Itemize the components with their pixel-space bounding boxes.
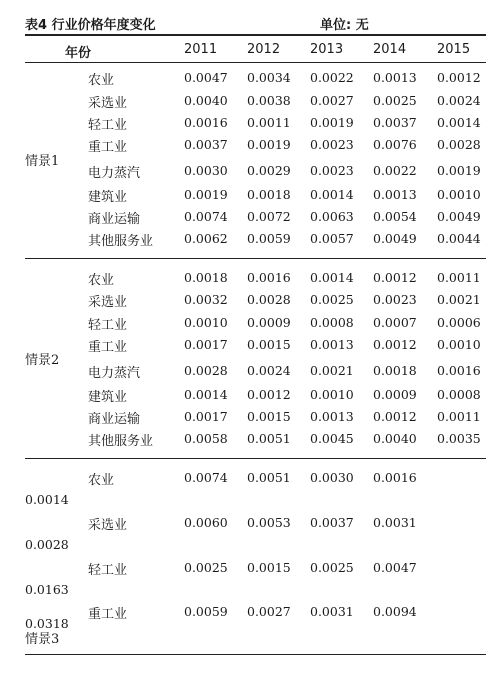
table-cell: 0.0018 [373, 363, 417, 378]
table-cell: 0.0011 [437, 409, 481, 424]
table-cell: 0.0010 [310, 387, 354, 402]
table-cell: 0.0016 [247, 270, 291, 285]
row-category: 重工业 [88, 340, 128, 355]
table-cell: 0.0028 [437, 137, 481, 152]
section-rule-2 [25, 458, 486, 459]
table-cell: 0.0014 [184, 387, 228, 402]
table-cell: 0.0094 [373, 604, 417, 619]
bottom-rule [25, 654, 486, 655]
row-category: 农业 [88, 73, 115, 88]
table-cell: 0.0049 [373, 231, 417, 246]
table-cell: 0.0013 [310, 409, 354, 424]
row-category: 农业 [88, 473, 115, 488]
table-cell: 0.0008 [437, 387, 481, 402]
table-cell: 0.0053 [247, 515, 291, 530]
table-cell: 0.0076 [373, 137, 417, 152]
row-category: 采选业 [88, 295, 128, 310]
table-cell: 0.0030 [310, 470, 354, 485]
table-cell: 0.0010 [437, 187, 481, 202]
row-category: 重工业 [88, 607, 128, 622]
table-cell: 0.0049 [437, 209, 481, 224]
header-2015: 2015 [437, 42, 471, 57]
table-cell: 0.0074 [184, 470, 228, 485]
table-cell: 0.0019 [247, 137, 291, 152]
header-year: 年份 [65, 46, 92, 61]
table-cell: 0.0024 [437, 93, 481, 108]
table-cell: 0.0030 [184, 163, 228, 178]
table-cell: 0.0029 [247, 163, 291, 178]
table-cell: 0.0014 [310, 270, 354, 285]
header-2012: 2012 [247, 42, 281, 57]
table-cell: 0.0058 [184, 431, 228, 446]
table-cell: 0.0015 [247, 337, 291, 352]
wrapped-cell: 0.0318 [25, 616, 69, 631]
table-cell: 0.0012 [247, 387, 291, 402]
table-cell: 0.0060 [184, 515, 228, 530]
table-cell: 0.0019 [437, 163, 481, 178]
table-cell: 0.0014 [310, 187, 354, 202]
wrapped-cell: 0.0014 [25, 492, 69, 507]
table-cell: 0.0011 [437, 270, 481, 285]
table-cell: 0.0023 [310, 137, 354, 152]
table-cell: 0.0040 [184, 93, 228, 108]
table-cell: 0.0018 [247, 187, 291, 202]
header-2013: 2013 [310, 42, 344, 57]
row-category: 电力蒸汽 [88, 366, 141, 381]
table-cell: 0.0022 [310, 70, 354, 85]
row-category: 其他服务业 [88, 234, 154, 249]
table-cell: 0.0028 [247, 292, 291, 307]
table-cell: 0.0063 [310, 209, 354, 224]
table-cell: 0.0037 [184, 137, 228, 152]
table-cell: 0.0045 [310, 431, 354, 446]
table-cell: 0.0023 [310, 163, 354, 178]
row-category: 建筑业 [88, 390, 128, 405]
table-cell: 0.0072 [247, 209, 291, 224]
wrapped-cell: 0.0028 [25, 537, 69, 552]
table-cell: 0.0012 [373, 270, 417, 285]
table-cell: 0.0038 [247, 93, 291, 108]
table-cell: 0.0017 [184, 409, 228, 424]
table-cell: 0.0027 [310, 93, 354, 108]
table-cell: 0.0051 [247, 431, 291, 446]
table-cell: 0.0016 [437, 363, 481, 378]
table-cell: 0.0021 [310, 363, 354, 378]
scenario-3-label: 情景3 [25, 632, 60, 647]
table-cell: 0.0019 [310, 115, 354, 130]
table-cell: 0.0009 [373, 387, 417, 402]
table-cell: 0.0023 [373, 292, 417, 307]
table-cell: 0.0024 [247, 363, 291, 378]
table-cell: 0.0031 [310, 604, 354, 619]
table-cell: 0.0022 [373, 163, 417, 178]
row-category: 轻工业 [88, 318, 128, 333]
table-cell: 0.0015 [247, 560, 291, 575]
table-cell: 0.0031 [373, 515, 417, 530]
row-category: 其他服务业 [88, 434, 154, 449]
header-2011: 2011 [184, 42, 218, 57]
table-cell: 0.0037 [373, 115, 417, 130]
table-cell: 0.0017 [184, 337, 228, 352]
table-cell: 0.0040 [373, 431, 417, 446]
table-cell: 0.0044 [437, 231, 481, 246]
table-cell: 0.0035 [437, 431, 481, 446]
row-category: 建筑业 [88, 190, 128, 205]
table-cell: 0.0062 [184, 231, 228, 246]
table-cell: 0.0012 [373, 409, 417, 424]
top-rule [25, 34, 486, 36]
table-cell: 0.0025 [310, 292, 354, 307]
table-cell: 0.0032 [184, 292, 228, 307]
table-cell: 0.0013 [373, 70, 417, 85]
table-cell: 0.0006 [437, 315, 481, 330]
table-cell: 0.0007 [373, 315, 417, 330]
table-cell: 0.0025 [310, 560, 354, 575]
table-cell: 0.0059 [184, 604, 228, 619]
table-cell: 0.0008 [310, 315, 354, 330]
header-2014: 2014 [373, 42, 407, 57]
table-cell: 0.0027 [247, 604, 291, 619]
table-cell: 0.0019 [184, 187, 228, 202]
table-cell: 0.0015 [247, 409, 291, 424]
table-cell: 0.0018 [184, 270, 228, 285]
table-cell: 0.0012 [437, 70, 481, 85]
table-cell: 0.0013 [373, 187, 417, 202]
table-cell: 0.0051 [247, 470, 291, 485]
row-category: 轻工业 [88, 118, 128, 133]
row-category: 农业 [88, 273, 115, 288]
row-category: 采选业 [88, 96, 128, 111]
scenario-2-label: 情景2 [25, 353, 60, 368]
table-cell: 0.0021 [437, 292, 481, 307]
table-cell: 0.0037 [310, 515, 354, 530]
row-category: 商业运输 [88, 412, 141, 427]
row-category: 电力蒸汽 [88, 166, 141, 181]
table-cell: 0.0016 [373, 470, 417, 485]
header-rule [25, 62, 486, 63]
table-cell: 0.0010 [184, 315, 228, 330]
table-cell: 0.0034 [247, 70, 291, 85]
row-category: 重工业 [88, 140, 128, 155]
row-category: 采选业 [88, 518, 128, 533]
table-cell: 0.0014 [437, 115, 481, 130]
table-cell: 0.0009 [247, 315, 291, 330]
table-cell: 0.0054 [373, 209, 417, 224]
table-cell: 0.0057 [310, 231, 354, 246]
scenario-1-label: 情景1 [25, 154, 60, 169]
table-cell: 0.0016 [184, 115, 228, 130]
table-cell: 0.0028 [184, 363, 228, 378]
table-cell: 0.0047 [184, 70, 228, 85]
table-cell: 0.0074 [184, 209, 228, 224]
table-cell: 0.0025 [184, 560, 228, 575]
table-cell: 0.0012 [373, 337, 417, 352]
table-cell: 0.0010 [437, 337, 481, 352]
wrapped-cell: 0.0163 [25, 582, 69, 597]
section-rule-1 [25, 258, 486, 259]
table-cell: 0.0059 [247, 231, 291, 246]
table-cell: 0.0047 [373, 560, 417, 575]
table-title: 表4 行业价格年度变化 [25, 18, 156, 33]
table-cell: 0.0011 [247, 115, 291, 130]
row-category: 轻工业 [88, 563, 128, 578]
row-category: 商业运输 [88, 212, 141, 227]
table-cell: 0.0025 [373, 93, 417, 108]
unit-label: 单位: 无 [320, 18, 369, 33]
table-cell: 0.0013 [310, 337, 354, 352]
